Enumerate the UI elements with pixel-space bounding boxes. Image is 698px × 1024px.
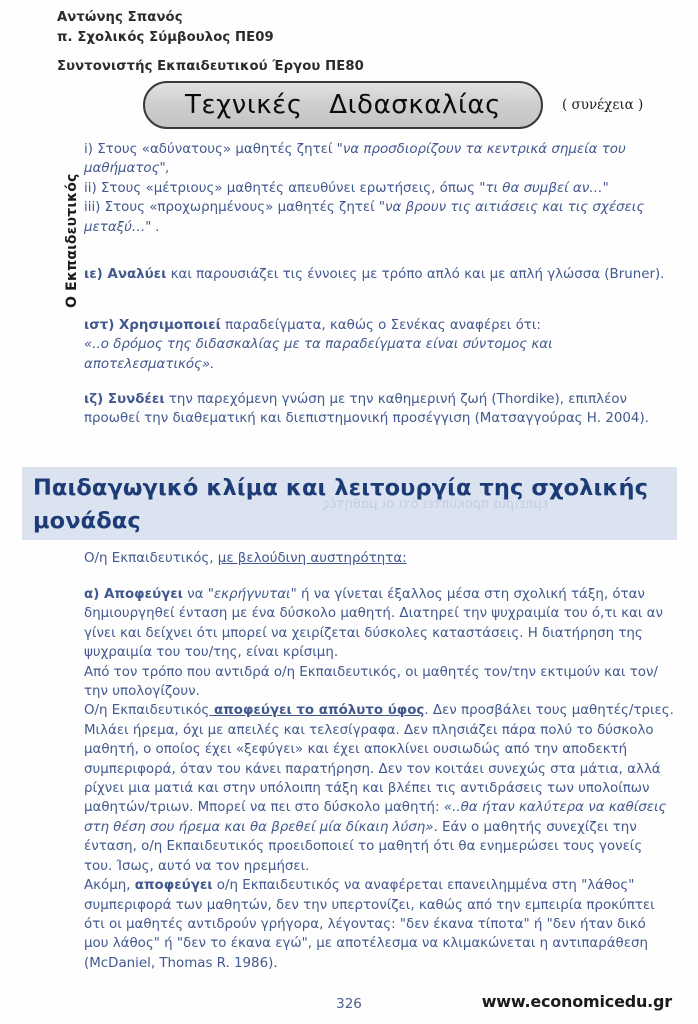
lead-underlined: με βελούδινη αυστηρότητα: — [217, 551, 407, 566]
paragraph-d-part1: Ακόμη, — [84, 878, 135, 894]
list-item-iii — [84, 198, 674, 237]
paragraph-d-part2: ο/η Εκπαιδευτικός να αναφέρεται επανειλημμένα στη "λάθος" συμπεριφορά των μαθητών, δεν την υπερτονίζει, καθώς από την εμπειρία προκύπτει ότι οι μαθητές αντιδρούν γρήγορα, λέγοντας: "δεν έκανα τίποτα" ή "δεν ήταν δικό μου λάθος" ή "δεν το έκανα εγώ", με αποτέλεσμα να κλιμακώνεται η αντιπαράθεση (McDaniel, Thomas R. 1986). — [84, 878, 655, 971]
paragraph-ist-quote: «..ο δρόμος της διδασκαλίας με τα παραδείγματα είναι σύντομος και αποτελεσματικός». — [84, 337, 553, 372]
website-url: www.economicedu.gr — [481, 992, 672, 1011]
paragraph-c-quote: «..θα ήταν καλύτερα να καθίσεις στη θέση σου ήρεμα και θα βρεθεί μία δίκαιη λύση» — [84, 800, 667, 835]
paragraph-a-part2: ή να γίνεται έξαλλος μέσα στη σχολική τάξη, όταν δημιουργηθεί ένταση με ένα δύσκολο μαθητή. Διατηρεί την ψυχραιμία του ό,τι και αν γίνει και δείχνει ότι μπορεί να χειρίζεται δύσκολες καταστάσεις. Η διατήρηση της ψυχραιμία του του/της, είναι κρίσιμη. — [84, 587, 663, 661]
paragraph-a-part1: να — [182, 587, 208, 602]
title-badge — [143, 81, 543, 129]
paragraph-a-italic: "εκρήγνυται" — [207, 587, 297, 602]
paragraph-ist-line — [84, 316, 674, 335]
title-row — [57, 81, 687, 133]
paragraph-c-part2: . Δεν προσβάλει τους μαθητές/τριες. Μιλάει ήρεμα, όχι με απειλές και τελεσίγραφα. Δεν πλησιάζει πάρα πολύ το δύσκολο μαθητή, ο οποίος έχει «ξεφύγει» και έχει αποκλίνει ουσιωδώς από την αποδεκτή συμπεριφορά, όταν του κάνει παρατήρηση. Δεν τον κοιτάει συνεχώς στα μάτια, αλλά ρίχνει μια ματιά και στην υπόλοιπη τάξη και βλέπει τις αντιδράσεις των υπολοίπων μαθητών/τριων. Μπορεί να πει στο δύσκολο μαθητή: — [84, 703, 674, 816]
list-item-i — [84, 140, 674, 179]
author-current-role: Συντονιστής Εκπαιδευτικού Έργου ΠΕ80 — [57, 59, 364, 74]
paragraph-iz-marker: ιζ) — [84, 392, 108, 407]
paragraph-a-marker: α) — [84, 587, 104, 602]
main-body-block — [84, 585, 674, 973]
paragraph-ist-quote-line — [84, 335, 674, 374]
paragraph-d-keyword: αποφεύγει — [134, 878, 213, 894]
paragraph-ist-rest: παραδείγματα, καθώς ο Σενέκας αναφέρει ότι: — [220, 318, 541, 333]
page-footer — [0, 992, 698, 1024]
continued-label: ( συνέχεια ) — [562, 97, 644, 113]
paragraph-ie-keyword: Αναλύει — [107, 267, 167, 282]
paragraph-ist-keyword: Χρησιμοποιεί — [118, 318, 221, 333]
paragraph-iz-keyword: Συνδέει — [107, 392, 165, 407]
section-lead-line-text — [84, 549, 674, 568]
paragraph-a — [84, 585, 674, 663]
paragraph-iz — [84, 390, 674, 429]
paragraph-c-emphasis: αποφεύγει το απόλυτο ύφος — [209, 703, 425, 719]
list-item-i-text: i) Στους «αδύνατους» μαθητές ζητεί — [84, 142, 337, 157]
list-item-iii-quote: "να βρουν τις αιτιάσεις και τις σχέσεις μεταξύ…" . — [84, 200, 645, 235]
document-header — [57, 8, 677, 77]
page-title: Τεχνικές Διδασκαλίας — [184, 90, 502, 120]
list-item-i-quote: "να προσδιορίζουν τα κεντρικά σημεία του μαθήματος", — [84, 142, 626, 177]
page-number: 326 — [336, 996, 362, 1012]
paragraph-ie-marker: ιε) — [84, 267, 108, 282]
section-heading: Παιδαγωγικό κλίμα και λειτουργία της σχολικής μονάδας — [33, 475, 649, 534]
paragraph-a-keyword: Αποφεύγει — [103, 587, 183, 602]
list-item-iii-text: iii) Στους «προχωρημένους» μαθητές ζητεί — [84, 200, 379, 216]
paragraph-c — [84, 701, 674, 876]
paragraph-c-part3: . Εάν ο μαθητής συνεχίζει την ένταση, ο/η Εκπαιδευτικός προειδοποιεί το μαθητή ότι θα ενημερώσει τους γονείς του. Ίσως, αυτό να τον ηρεμήσει. — [84, 819, 643, 874]
side-label-text: Ο Εκπαιδευτικός — [64, 173, 80, 308]
paragraph-iz-line — [84, 390, 674, 429]
paragraph-ie — [84, 265, 674, 284]
sublist-block — [84, 140, 674, 237]
paragraph-ie-rest: και παρουσιάζει τις έννοιες με τρόπο απλό και με απλή γλώσσα (Bruner). — [166, 267, 665, 282]
section-lead-line — [84, 549, 674, 568]
paragraph-d — [84, 876, 674, 973]
paragraph-iz-rest: την παρεχόμενη γνώση με την καθημερινή ζωή (Thordike), επιπλέον προωθεί την διαθεματική και διεπιστημονική προσέγγιση (Ματσαγγούρας Η. 2004). — [84, 392, 649, 427]
author-former-role: π. Σχολικός Σύμβουλος ΠΕ09 — [57, 30, 274, 45]
author-name: Αντώνης Σπανός — [57, 10, 183, 25]
vertical-side-label — [44, 136, 80, 316]
paragraph-ist-marker: ιστ) — [84, 318, 119, 333]
list-item-ii-text: ii) Στους «μέτριους» μαθητές απευθύνει ερωτήσεις, όπως — [84, 180, 480, 196]
list-item-ii-quote: "τι θα συμβεί αν…" — [479, 180, 609, 196]
list-item-ii — [84, 179, 674, 198]
paragraph-ist — [84, 316, 674, 374]
paragraph-ie-line — [84, 265, 674, 284]
lead-plain: Ο/η Εκπαιδευτικός, — [84, 551, 218, 566]
paragraph-b: Από τον τρόπο που αντιδρά ο/η Εκπαιδευτικός, οι μαθητές τον/την εκτιμούν και τον/την υπολογίζουν. — [84, 664, 658, 700]
paragraph-c-part1: Ο/η Εκπαιδευτικός — [84, 703, 210, 719]
page-bleed-through-text: εμπειρία προκύπτει ότι οι μαθητές — [322, 497, 549, 512]
